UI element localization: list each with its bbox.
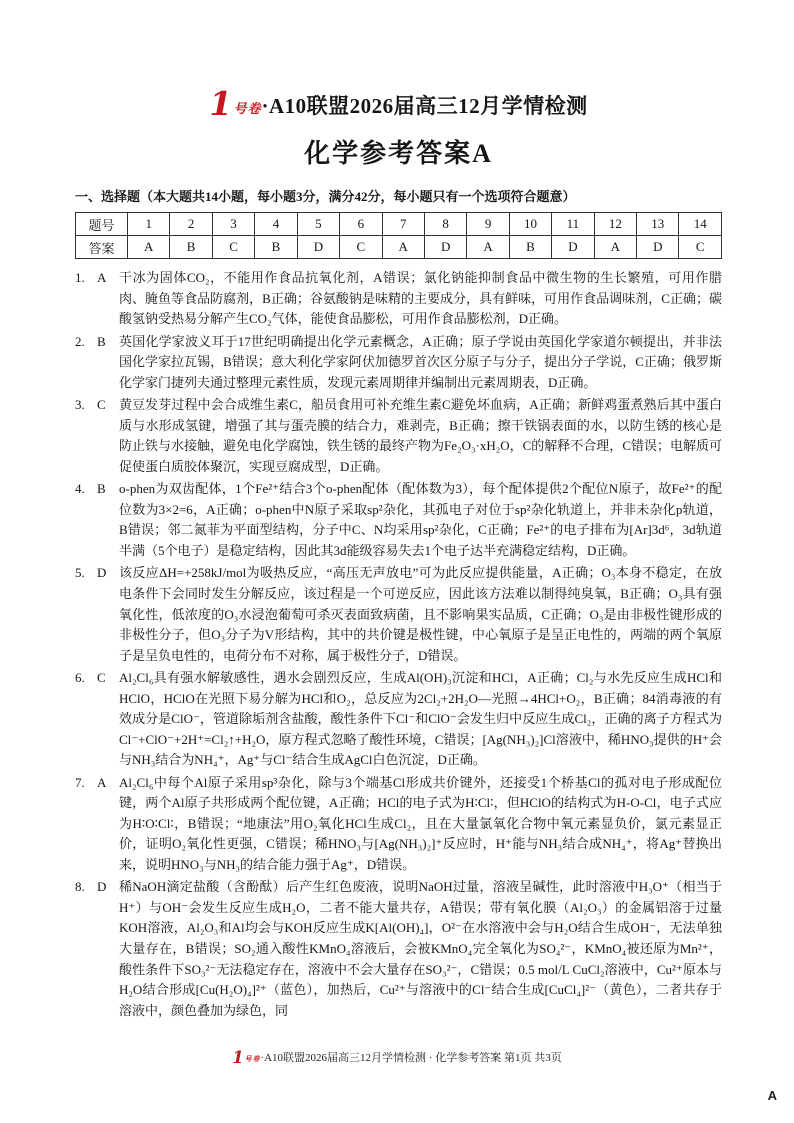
answer-cell: C: [340, 236, 382, 259]
item-number: 3.: [75, 397, 85, 413]
question-number-cell: 7: [382, 213, 424, 236]
question-number-cell: 1: [128, 213, 170, 236]
explanation-item: [75, 563, 722, 666]
question-number-cell: 9: [467, 213, 509, 236]
logo-characters: 号卷: [233, 101, 262, 116]
answer-cell: C: [212, 236, 254, 259]
explanation-item: [75, 479, 722, 561]
footer-text: ·A10联盟2026届高三12月学情检测 · 化学参考答案 第1页 共3页: [260, 1052, 562, 1064]
item-text: Al₂Cl₆中每个Al原子采用sp³杂化，除与3个端基Cl形成共价键外，还接受1个桥基Cl的孤对电子形成配位键，两个Al原子共形成两个配位键，A正确；HCl的电子式为H∶Cl∶，但HClO的结构式为H-O-Cl，电子式应为H∶O∶Cl∶，B错误；“地康法”用O₂氧化HCl生成Cl₂，且在大量氯氧化合物中氧元素显负价，氯元素显正价，证明O₂氧化性更强，C错误；稀HNO₃与[Ag(NH₃)₂]⁺反应时，H⁺能与NH₃结合成NH₄⁺，将Ag⁺替换出来，说明HNO₃与NH₃的结合能力强于Ag⁺，D错误。: [119, 774, 722, 872]
answer-cell: D: [552, 236, 594, 259]
item-text: 该反应ΔH=+258kJ/mol为吸热反应，“高压无声放电”可为此反应提供能量，A正确；O₃本身不稳定，在放电条件下会同时发生分解反应，该过程是一个可逆反应，因此该方法难以制得纯臭氧，B正确；O₃具有强氧化性，低浓度的O₃水浸泡葡萄可杀灭表面致病菌，且不影响果实品质，C正确；O₃是由非极性键形成的非极性分子，但O₃分子为V形结构，其中的共价键是极性键，中心氧原子是呈正电性的，两端的两个氧原子是呈负电性的，电荷分布不对称，属于极性分子，D错误。: [119, 565, 722, 663]
answer-table: [75, 212, 722, 259]
corner-page-letter: A: [767, 1088, 777, 1103]
item-text: 英国化学家波义耳于17世纪明确提出化学元素概念，A正确；原子学说由英国化学家道尔顿提出，并非法国化学家拉瓦锡，B错误；意大利化学家阿伏加德罗首次区分原子与分子，提出分子学说，C正确；俄罗斯化学家门捷列夫通过整理元素性质，发现元素周期律并编制出元素周期表，D正确。: [119, 333, 722, 390]
question-number-cell: 6: [340, 213, 382, 236]
explanation-item: [75, 395, 722, 477]
item-answer: C: [97, 670, 106, 686]
item-number: 8.: [75, 879, 85, 895]
item-text: o-phen为双齿配体，1个Fe²⁺结合3个o-phen配体（配体数为3），每个配体提供2个配位N原子，故Fe²⁺的配位数为3×2=6，A正确；o-phen中N原子采取sp²杂化，其孤电子对位于sp²杂化轨道上，并非未杂化p轨道，B错误；邻二氮菲为平面型结构，分子中C、N均采用sp²杂化，C正确；Fe²⁺的电子排布为[Ar]3d⁶，3d轨道半满（5个电子）是稳定结构，因此其3d能级容易失去1个电子达半充满稳定结构，D正确。: [119, 481, 722, 558]
question-number-row: [76, 213, 722, 236]
item-number: 5.: [75, 565, 85, 581]
question-number-cell: 11: [552, 213, 594, 236]
question-number-cell: 13: [637, 213, 679, 236]
explanation-list: [75, 268, 722, 1021]
logo-numeral: 1: [209, 84, 233, 123]
title-text: ·A10联盟2026届高三12月学情检测: [261, 94, 588, 118]
item-answer: D: [97, 879, 107, 895]
answer-cell: B: [170, 236, 212, 259]
item-answer: C: [97, 397, 106, 413]
explanation-item: [75, 268, 722, 330]
answer-cell: A: [467, 236, 509, 259]
item-text: 干冰为固体CO₂，不能用作食品抗氧化剂，A错误；氯化钠能抑制食品中微生物的生长繁殖，可用作腊肉、腌鱼等食品防腐剂，B正确；谷氨酸钠是味精的主要成分，具有鲜味，可用作食品调味剂，C正确；碳酸氢钠受热易分解产生CO₂气体，能使食品膨松，可用作食品膨松剂，D正确。: [119, 270, 722, 327]
item-number: 4.: [75, 481, 85, 497]
explanation-item: [75, 668, 722, 771]
question-number-cell: 4: [255, 213, 297, 236]
question-number-cell: 12: [594, 213, 636, 236]
answer-cell: D: [297, 236, 339, 259]
item-answer: A: [97, 774, 107, 790]
item-answer: B: [97, 333, 106, 349]
page-footer: [0, 1048, 794, 1067]
item-text: 稀NaOH滴定盐酸（含酚酞）后产生红色废液，说明NaOH过量，溶液呈碱性，此时溶液中H₃O⁺（相当于H⁺）与OH⁻会发生反应生成H₂O，二者不能大量共存，A错误；带有氧化膜（Al₂O₃）的金属铝溶于过量KOH溶液，Al₂O₃和Al均会与KOH反应生成K[Al(OH)₄]，O²⁻在水溶液中会与H₂O结合生成OH⁻，无法单独大量存在，B错误；SO₂通入酸性KMnO₄溶液后，会被KMnO₄完全氧化为SO₄²⁻，KMnO₄被还原为Mn²⁺，酸性条件下SO₃²⁻无法稳定存在，溶液中不会大量存在SO₃²⁻，C错误；0.5 mol/L CuCl₂溶液中，Cu²⁺原本与H₂O结合形成[Cu(H₂O)₄]²⁺（蓝色），加热后，Cu²⁺与溶液中的Cl⁻结合生成[CuCl₄]²⁻（黄色），二者共存于溶液中，颜色叠加为绿色，同: [119, 879, 722, 1018]
document-title: [75, 84, 722, 123]
row-label-question: 题号: [76, 213, 128, 236]
answer-cell: D: [637, 236, 679, 259]
answer-cell: A: [594, 236, 636, 259]
question-number-cell: 10: [509, 213, 551, 236]
footer-logo-characters: 号卷: [244, 1056, 261, 1063]
answer-cell: D: [424, 236, 466, 259]
item-number: 6.: [75, 670, 85, 686]
answer-cell: A: [382, 236, 424, 259]
question-number-cell: 3: [212, 213, 254, 236]
item-text: 黄豆发芽过程中会合成维生素C，船员食用可补充维生素C避免坏血病，A正确；新鲜鸡蛋煮熟后其中蛋白质与水形成氢键，增强了其与蛋壳膜的结合力，难剥壳，B正确；擦干铁锅表面的水，以防生锈的核心是防止铁与水接触，避免电化学腐蚀，铁生锈的最终产物为Fe₂O₃·xH₂O，C的解释不合理，C错误；电解质可促使蛋白质胶体聚沉，实现豆腐成型，D正确。: [119, 397, 722, 474]
question-number-cell: 5: [297, 213, 339, 236]
answer-cell: B: [509, 236, 551, 259]
explanation-item: [75, 877, 722, 1021]
item-number: 7.: [75, 774, 85, 790]
answer-row: [76, 236, 722, 259]
exam-brand-logo: [209, 84, 262, 123]
explanation-item: [75, 773, 722, 876]
item-text: Al₂Cl₆具有强水解敏感性，遇水会剧烈反应，生成Al(OH)₃沉淀和HCl，A正确；Cl₂与水先反应生成HCl和HClO，HClO在光照下易分解为HCl和O₂，总反应为2Cl₂+2H₂O—光照→4HCl+O₂，B正确；84消毒液的有效成分是ClO⁻，管道除垢剂含盐酸，酸性条件下Cl⁻和ClO⁻会发生归中反应生成Cl₂，正确的离子方程式为Cl⁻+ClO⁻+2H⁺=Cl₂↑+H₂O，原方程式忽略了酸性环境，C错误；[Ag(NH₃)₂]Cl溶液中，稀HNO₃提供的H⁺会与NH₃结合为NH₄⁺，Ag⁺与Cl⁻结合生成AgCl白色沉淀，D正确。: [119, 670, 722, 768]
item-number: 1.: [75, 270, 85, 285]
answer-cell: A: [128, 236, 170, 259]
answer-cell: C: [679, 236, 722, 259]
answer-key-subtitle: 化学参考答案A: [304, 139, 493, 168]
row-label-answer: 答案: [76, 236, 128, 259]
item-answer: A: [97, 270, 107, 285]
item-answer: B: [97, 481, 106, 497]
question-number-cell: 2: [170, 213, 212, 236]
footer-logo-numeral: 1: [232, 1048, 244, 1067]
footer-brand-logo: [232, 1048, 261, 1067]
item-answer: D: [97, 565, 107, 581]
section-heading: 一、选择题（本大题共14小题，每小题3分，满分42分，每小题只有一个选项符合题意）: [75, 189, 576, 204]
question-number-cell: 14: [679, 213, 722, 236]
explanation-item: [75, 332, 722, 394]
item-number: 2.: [75, 333, 85, 349]
question-number-cell: 8: [424, 213, 466, 236]
answer-cell: B: [255, 236, 297, 259]
